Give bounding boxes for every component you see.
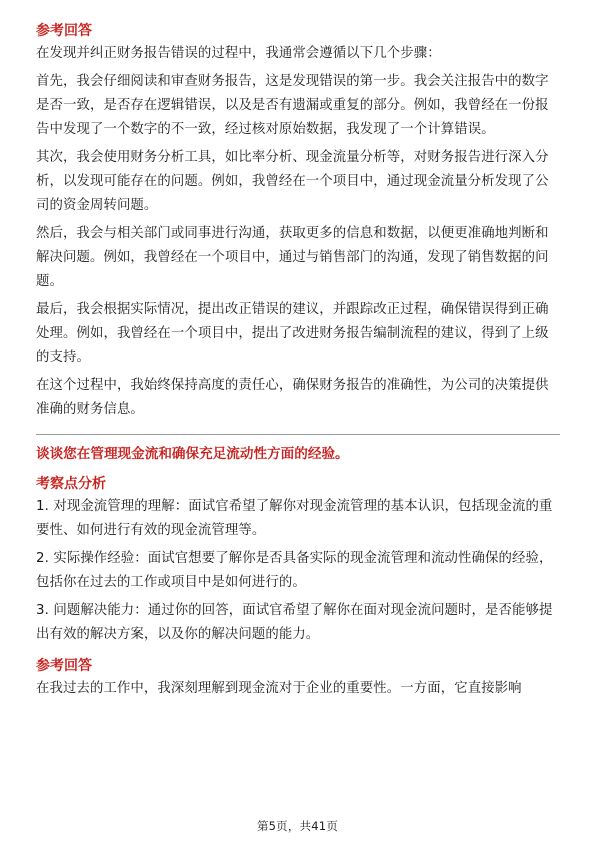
answer-paragraph-5: 最后，我会根据实际情况，提出改正错误的建议，并跟踪改正过程，确保错误得到正确处理。例如，我曾经在一个项目中，提出了改进财务报告编制流程的建议，得到了上级的支持。 — [36, 302, 549, 365]
analysis-item-3: 3. 问题解决能力：通过你的回答，面试官希望了解你在面对现金流问题时，是否能够提出有效的解决方案，以及你的解决问题的能力。 — [36, 603, 553, 642]
analysis-item-1: 1. 对现金流管理的理解：面试官希望了解你对现金流管理的基本认识，包括现金流的重要性、如何进行有效的现金流管理等。 — [36, 499, 553, 538]
interview-question: 谈谈您在管理现金流和确保充足流动性方面的经验。 — [36, 446, 349, 462]
section-divider — [36, 434, 560, 435]
page-footer — [0, 818, 595, 834]
answer2-paragraph-1: 在我过去的工作中，我深刻理解到现金流对于企业的重要性。一方面，它直接影响 — [36, 681, 522, 696]
reference-answer-heading-2: 参考回答 — [36, 658, 92, 674]
analysis-heading: 考察点分析 — [36, 476, 106, 492]
answer-paragraph-1: 在发现并纠正财务报告错误的过程中，我通常会遵循以下几个步骤： — [36, 46, 441, 61]
answer-paragraph-6: 在这个过程中，我始终保持高度的责任心，确保财务报告的准确性，为公司的决策提供准确的财务信息。 — [36, 378, 549, 417]
reference-answer-heading: 参考回答 — [36, 23, 92, 39]
answer-paragraph-4: 然后，我会与相关部门或同事进行沟通，获取更多的信息和数据，以便更准确地判断和解决问题。例如，我曾经在一个项目中，通过与销售部门的沟通，发现了销售数据的问题。 — [36, 226, 549, 289]
answer-paragraph-3: 其次，我会使用财务分析工具，如比率分析、现金流量分析等，对财务报告进行深入分析，以发现可能存在的问题。例如，我曾经在一个项目中，通过现金流量分析发现了公司的资金周转问题。 — [36, 150, 549, 213]
analysis-item-2: 2. 实际操作经验：面试官想要了解你是否具备实际的现金流管理和流动性确保的经验，包括你在过去的工作或项目中是如何进行的。 — [36, 551, 553, 590]
answer-paragraph-2: 首先，我会仔细阅读和审查财务报告，这是发现错误的第一步。我会关注报告中的数字是否一致，是否存在逻辑错误，以及是否有遗漏或重复的部分。例如，我曾经在一份报告中发现了一个数字的不一致，经过核对原始数据，我发现了一个计算错误。 — [36, 74, 549, 137]
page-number: 第5页，共41页 — [256, 819, 339, 833]
document-page — [36, 20, 560, 705]
